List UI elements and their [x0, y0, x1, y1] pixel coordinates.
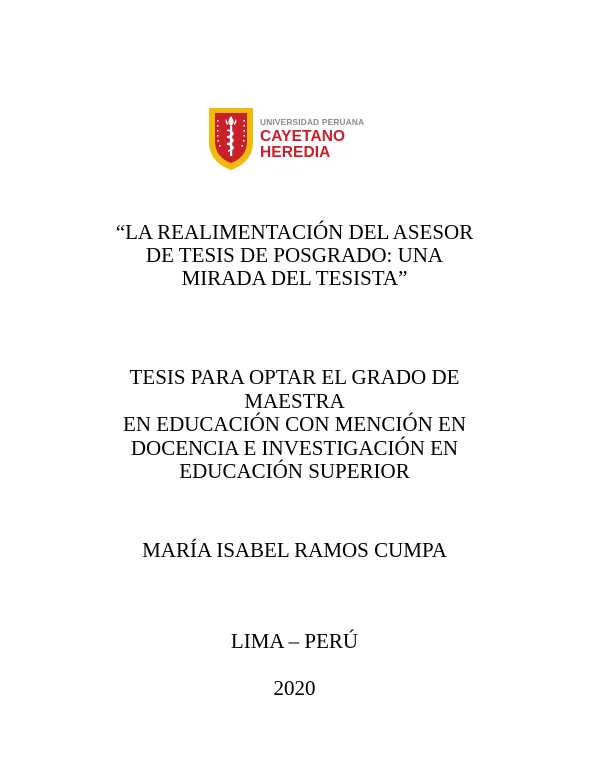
university-name-line1: UNIVERSIDAD PERUANA — [260, 116, 365, 127]
degree-line: MAESTRA — [244, 388, 345, 413]
degree-line: EDUCACIÓN SUPERIOR — [179, 459, 410, 483]
place: LIMA – PERÚ — [230, 629, 359, 653]
university-wordmark — [260, 118, 416, 160]
degree-line: TESIS PARA OPTAR EL GRADO DE — [129, 365, 460, 389]
degree-statement — [0, 366, 589, 484]
thesis-title-line: “LA REALIMENTACIÓN DEL ASESOR — [115, 220, 474, 244]
degree-line: DOCENCIA E INVESTIGACIÓN EN — [130, 435, 459, 460]
thesis-title — [0, 221, 589, 290]
thesis-title-line: MIRADA DEL TESISTA” — [181, 266, 408, 290]
thesis-title-line: DE TESIS DE POSGRADO: UNA — [145, 243, 444, 267]
degree-line: EN EDUCACIÓN CON MENCIÓN EN — [123, 412, 466, 436]
year: 2020 — [273, 676, 316, 700]
university-shield-icon — [206, 106, 256, 172]
university-name-line2: CAYETANO HEREDIA — [260, 128, 346, 161]
university-logo — [206, 106, 416, 172]
author-name: MARÍA ISABEL RAMOS CUMPA — [142, 538, 447, 562]
